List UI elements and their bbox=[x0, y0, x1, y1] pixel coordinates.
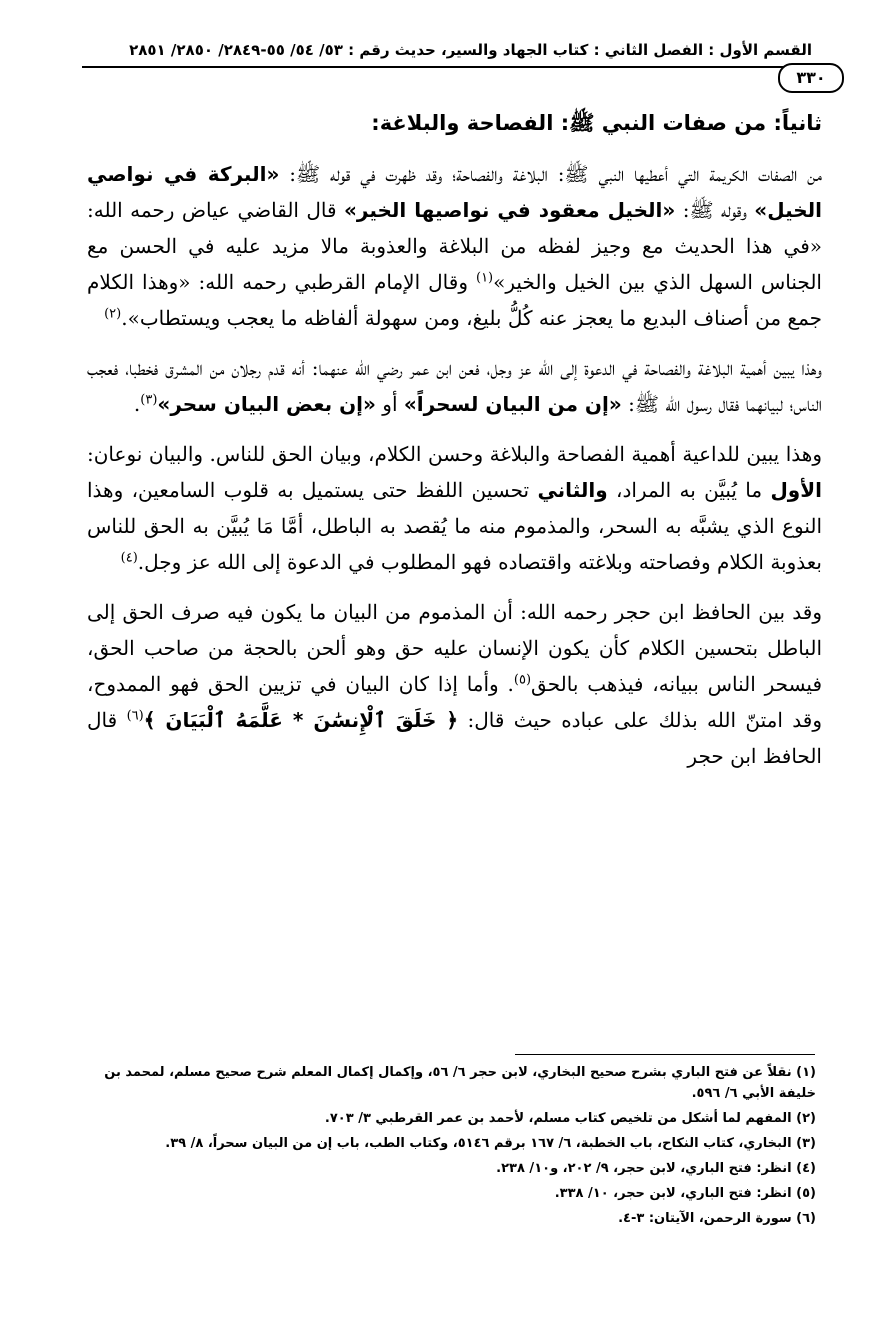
text-run: وهذا يبين للداعية أهمية الفصاحة والبلاغة وحسن الكلام، وبيان الحق للناس. والبيان نوعان: bbox=[87, 442, 822, 466]
footnote-ref: (٥) bbox=[513, 672, 532, 688]
text-run: وقد بين الحافظ ابن حجر رحمه الله: أن المذموم من البيان ما يكون فيه صرف الحق إلى الباطل بتحسين الكلام كأن يكون الإنسان عليه حق وهو ألحن بالحجة من صاحب الحق، فيسحر الناس ببيانه، فيذهب بالحق bbox=[87, 600, 823, 696]
footnote-ref: (٦) bbox=[126, 708, 144, 724]
body-text bbox=[87, 156, 822, 774]
text-run: وهذا يبين أهمية البلاغة والفصاحة في الدعوة إلى الله عز وجل، فعن ابن عمر رضي الله عنهما: أنه قدم رجلان من المشرق فخطبا، فعجب الناس؛ لبيانهما فقال رسول الله ﷺ: bbox=[87, 356, 822, 416]
footnote: (٦) سورة الرحمن، الآيتان: ٣-٤. bbox=[618, 1211, 816, 1226]
footnote-ref: (٤) bbox=[120, 550, 138, 566]
hadith-quote: «البركة في نواصي الخيل» bbox=[87, 162, 823, 222]
paragraph bbox=[87, 436, 822, 580]
emphasis: الأول bbox=[770, 478, 822, 502]
footnote-ref: (٣) bbox=[140, 392, 158, 408]
footnote: (٢) المفهم لما أشكل من تلخيص كتاب مسلم، لأحمد بن عمر القرطبي ٣/ ٧٠٣. bbox=[324, 1111, 816, 1126]
text-run: من الصفات الكريمة التي أعطيها النبي ﷺ: البلاغة والفصاحة؛ وقد ظهرت في قوله ﷺ: bbox=[279, 162, 822, 186]
quran-verse: ﴿ خَلَقَ ٱلْإِنسَٰنَ * عَلَّمَهُ ٱلْبَيَانَ ﴾ bbox=[143, 708, 459, 732]
text-run: . وأما إذا كان البيان في تزيين الحق فهو الممدوح، وقد امتنّ الله بذلك على عباده حيث قال: bbox=[87, 672, 823, 732]
text-run: تحسين اللفظ حتى يستميل به قلوب السامعين، وهذا النوع الذي يشبَّه به السحر، والمذموم منه ما يُقصد به الباطل، أمَّا مَا يُبيَّن به الحق للناس بعذوبة الكلام وفصاحته وبلاغته واقتصاده فهو المطلوب في الدعوة إلى الله عز وجل. bbox=[87, 478, 822, 574]
hadith-quote: «الخيل معقود في نواصيها الخير» bbox=[343, 198, 676, 222]
hadith-quote: «إن من البيان لسحراً» bbox=[403, 392, 622, 416]
footnotes bbox=[81, 1062, 816, 1233]
footnote-ref: (٢) bbox=[104, 306, 122, 322]
footnote: (١) نقلاً عن فتح الباري بشرح صحيح البخاري، لابن حجر ٦/ ٥٦، وإكمال إكمال المعلم شرح صحيح مسلم، لمحمد بن خليفة الأبي ٦/ ٥٩٦. bbox=[104, 1065, 816, 1101]
text-run: قال القاضي عياض رحمه الله: «في هذا الحديث مع وجيز لفظه من البلاغة والعذوبة مالا مزيد عليه في الحسن مع الجناس السهل الذي بين الخيل والخير» bbox=[87, 198, 822, 294]
footnote: (٥) انظر: فتح الباري، لابن حجر، ١٠/ ٣٣٨. bbox=[554, 1186, 816, 1201]
hadith-quote: «إن بعض البيان سحر» bbox=[157, 392, 376, 416]
text-run: . bbox=[133, 392, 141, 416]
footnote-ref: (١) bbox=[475, 270, 494, 286]
paragraph bbox=[87, 350, 822, 422]
paragraph bbox=[87, 156, 822, 336]
text-run: قال الحافظ ابن حجر bbox=[87, 708, 822, 768]
footnote-rule bbox=[515, 1054, 815, 1055]
text-run: وقال الإمام القرطبي رحمه الله: «وهذا الكلام جمع من أصناف البديع ما يعجز عنه كُلُّ بليغ، ومن سهولة ألفاظه ما يعجب ويستطاب». bbox=[87, 270, 822, 330]
header-rule bbox=[82, 66, 812, 68]
running-header: القسم الأول : الفصل الثاني : كتاب الجهاد والسير، حديث رقم : ٥٣/ ٥٤/ ٥٥-٢٨٤٩/ ٢٨٥٠/ ٢٨٥١ bbox=[129, 41, 812, 59]
footnote: (٣) البخاري، كتاب النكاح، باب الخطبة، ٦/ ١٦٧ برقم ٥١٤٦، وكتاب الطب، باب إن من البيان سحراً، ٨/ ٣٩. bbox=[165, 1136, 816, 1151]
page-number: ٣٣٠ bbox=[778, 63, 844, 93]
text-run: أو bbox=[375, 392, 404, 416]
emphasis: والثاني bbox=[537, 478, 608, 502]
text-run: وقوله ﷺ: bbox=[675, 198, 755, 222]
footnote: (٤) انظر: فتح الباري، لابن حجر، ٩/ ٢٠٢، و١٠/ ٢٣٨. bbox=[496, 1161, 816, 1176]
paragraph bbox=[87, 594, 822, 774]
section-heading: ثانياً: من صفات النبي ﷺ: الفصاحة والبلاغة: bbox=[371, 111, 822, 135]
text-run: ما يُبيَّن به المراد، bbox=[607, 478, 771, 502]
